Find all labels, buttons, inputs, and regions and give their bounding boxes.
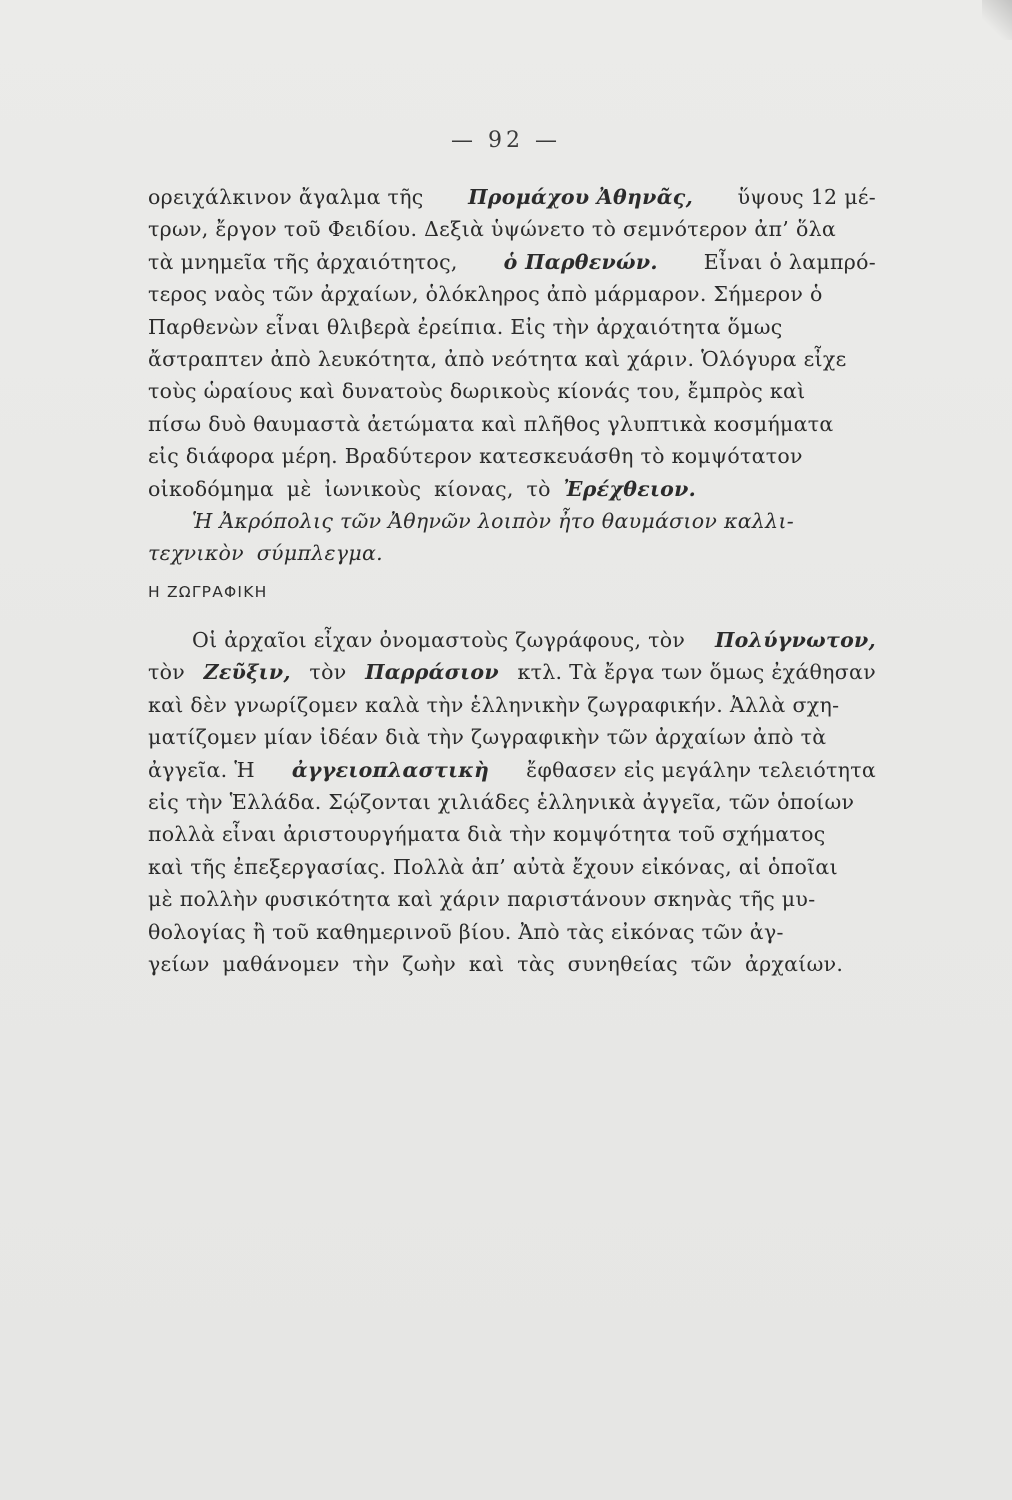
text-line: θολογίας ἢ τοῦ καθημερινοῦ βίου. Ἀπὸ τὰς εἰκόνας τῶν ἀγ- <box>148 919 784 944</box>
section-heading: Η ΖΩΓΡΑΦΙΚΗ <box>148 583 268 601</box>
text-line: ματίζομεν μίαν ἰδέαν διὰ τὴν ζωγραφικὴν τῶν ἀρχαίων ἀπὸ τὰ <box>148 725 827 750</box>
emphasis-promachos: Προμάχου Ἀθηνᾶς, <box>468 185 693 209</box>
text-line: τεχνικὸν σύμπλεγμα. <box>148 541 383 566</box>
text-line: πολλὰ εἶναι ἀριστουργήματα διὰ τὴν κομψότητα τοῦ σχήματος <box>148 822 826 847</box>
emphasis-parrhasios: Παρράσιον <box>365 660 499 685</box>
text-line: εἰς διάφορα μέρη. Βραδύτερον κατεσκευάσθη τὸ κομψότατον <box>148 444 803 469</box>
page-edge-shadow <box>982 0 1012 40</box>
emphasis-parthenon: ὁ Παρθενών. <box>503 249 658 274</box>
text-line: τερος ναὸς τῶν ἀρχαίων, ὁλόκληρος ἀπὸ μάρμαρον. Σήμερον ὁ <box>148 282 823 307</box>
emphasis-erechtheion: Ἐρέχθειον. <box>563 476 697 501</box>
emphasis-zeuxis: Ζεῦξιν, <box>203 660 291 685</box>
text-line: εἰς τὴν Ἑλλάδα. Σῴζονται χιλιάδες ἑλληνικὰ ἀγγεῖα, τῶν ὁποίων <box>148 789 855 814</box>
text-line: Ἡ Ἀκρόπολις τῶν Ἀθηνῶν λοιπὸν ἦτο θαυμάσιον καλλι- <box>192 509 795 533</box>
paragraph-painting <box>148 624 876 980</box>
text-line: ορειχάλκινον ἄγαλμα τῆς Προμάχου Ἀθηνᾶς, ὕψους 12 μέ- <box>148 181 876 213</box>
text-line: πίσω δυὸ θαυμαστὰ ἀετώματα καὶ πλῆθος γλυπτικὰ κοσμήματα <box>148 411 834 436</box>
text-line: καὶ δὲν γνωρίζομεν καλὰ τὴν ἑλληνικὴν ζωγραφικήν. Ἀλλὰ σχη- <box>148 692 840 717</box>
page-number: — 92 — <box>451 128 561 153</box>
emphasis-pottery: ἀγγειοπλαστικὴ <box>291 757 490 782</box>
text-line: Οἱ ἀρχαῖοι εἶχαν ὀνομαστοὺς ζωγράφους, τὸν Πολύγνωτον, <box>148 624 876 656</box>
text-line: καὶ τῆς ἐπεξεργασίας. Πολλὰ ἀπ’ αὐτὰ ἔχουν εἰκόνας, αἱ ὁποῖαι <box>148 854 838 879</box>
text-line: μὲ πολλὴν φυσικότητα καὶ χάριν παριστάνουν σκηνὰς τῆς μυ- <box>148 887 816 912</box>
text-line: Παρθενὼν εἶναι θλιβερὰ ἐρείπια. Εἰς τὴν ἀρχαιότητα ὅμως <box>148 314 783 339</box>
text-line: ἀγγεῖα. Ἡ ἀγγειοπλαστικὴ ἔφθασεν εἰς μεγάλην τελειότητα <box>148 754 876 786</box>
paragraph-acropolis <box>148 181 876 505</box>
text-line: τοὺς ὡραίους καὶ δυνατοὺς δωρικοὺς κίονάς του, ἔμπρὸς καὶ <box>148 379 806 404</box>
paragraph-summary <box>148 505 876 570</box>
text-line: γείων μαθάνομεν τὴν ζωὴν καὶ τὰς συνηθείας τῶν ἀρχαίων. <box>148 951 844 976</box>
emphasis-polygnotos: Πολύγνωτον, <box>714 628 876 652</box>
text-line: οἰκοδόμημα μὲ ἰωνικοὺς κίονας, τὸ Ἐρέχθειον. <box>148 473 876 505</box>
text-line: τὸν Ζεῦξιν, τὸν Παρράσιον κτλ. Τὰ ἔργα των ὅμως ἐχάθησαν <box>148 656 876 688</box>
text-line: τὰ μνημεῖα τῆς ἀρχαιότητος, ὁ Παρθενών. Εἶναι ὁ λαμπρό- <box>148 246 876 278</box>
text-line: ἄστραπτεν ἀπὸ λευκότητα, ἀπὸ νεότητα καὶ χάριν. Ὁλόγυρα εἶχε <box>148 346 847 371</box>
text-line: τρων, ἔργον τοῦ Φειδίου. Δεξιὰ ὑψώνετο τὸ σεμνότερον ἀπ’ ὅλα <box>148 217 837 242</box>
